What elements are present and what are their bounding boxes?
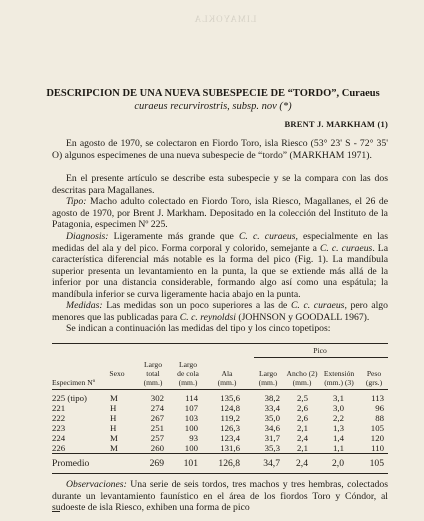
cell-ancho: 2,1 [297, 423, 308, 433]
table-row [52, 443, 388, 453]
average-total: 269 [149, 458, 164, 469]
header-largo-cola: Largo de cola (mm.) [177, 360, 199, 387]
cell-ext: 2,2 [333, 413, 344, 423]
cell-ext: 3,1 [333, 393, 344, 403]
cell-cola: 114 [185, 393, 198, 403]
header-peso: Peso (grs.) [365, 369, 383, 387]
species-name: C. c. curaeus [290, 300, 345, 311]
cell-ancho: 2,6 [297, 403, 308, 413]
cell-ancho: 2,5 [297, 393, 308, 403]
cell-peso: 110 [371, 443, 384, 453]
cell-sexo: M [110, 433, 118, 443]
cell-sexo: M [110, 393, 118, 403]
cell-peso: 113 [371, 393, 384, 403]
title-subspecies: curaeus recurvirostris, subsp. nov (*) [134, 100, 292, 112]
header-pico-group: Pico [313, 346, 327, 355]
paragraph-table-intro: Se indican a continuación las medidas del tipo y los cinco topetipos: [66, 323, 331, 334]
paragraph-medidas [52, 300, 388, 323]
diagnosis-label: Diagnosis: [66, 231, 109, 242]
header-ala: Ala (mm.) [217, 369, 237, 387]
table-row [52, 423, 388, 433]
tipo-text: Macho adulto colectado en Fiordo Toro, isla Riesco, Magallanes, el 26 de agosto de 1970, por Brent J. Markham. Depositado en la colección del Instituto de la Patagonia, especimen Nº 225. [52, 196, 388, 230]
tipo-label: Tipo: [66, 196, 87, 207]
cell-sexo: M [110, 443, 118, 453]
species-name: C. c. curaeus [319, 242, 373, 254]
cell-sexo: H [110, 413, 117, 423]
cell-largo: 34,6 [264, 423, 280, 433]
medidas-text-c: (JOHNSON y GOODALL 1967). [235, 311, 370, 323]
cell-ala: 123,4 [220, 433, 240, 443]
cell-id: 222 [52, 413, 66, 423]
average-pico-ext: 2,0 [332, 458, 344, 469]
cell-sexo: H [110, 423, 117, 433]
cell-cola: 100 [184, 423, 198, 433]
cell-sexo: H [110, 403, 117, 413]
paragraph-observaciones [52, 479, 388, 514]
cell-peso: 96 [375, 403, 384, 413]
paragraph-purpose: En el presente artículo se describe esta subespecie y se la compara con las dos descritas para Magallanes. [52, 173, 388, 196]
cell-largo: 31,7 [264, 433, 280, 443]
cell-ext: 1,1 [333, 443, 344, 453]
diagnosis-text-c: . La característica diferencial más notable es la forma del pico (Fig. 1). La mandíbula superior presenta un levantamiento en la punta, la que se extiende más allá de la inferior por una distancia considerable, formando algo así como una espátula; la mandíbula inferior se curva ligeramente hacia abajo en la punta. [52, 242, 389, 300]
table-row [52, 393, 388, 403]
species-name: C. c. curaeus [238, 231, 296, 242]
cell-total: 302 [150, 393, 164, 403]
cell-id: 224 [52, 433, 66, 443]
medidas-text-a: Las medidas son un poco superiores a las de [102, 300, 291, 311]
cell-ala: 124,8 [220, 403, 240, 413]
header-pico-extension: Extensión (mm.) (3) [323, 369, 355, 387]
species-name: C. c. reynoldsi [179, 311, 236, 323]
cell-largo: 35,0 [264, 413, 280, 423]
header-largo-total: Largo total (mm.) [143, 360, 163, 387]
observaciones-text: Una serie de seis tordos, tres machos y tres hembras, colectados durante un levantamiento faunístico en el área de los fiordos Toro y Cóndor, al sudoeste de isla Riesco, exhiben una forma de pico [52, 479, 388, 513]
cell-ala: 126,3 [220, 423, 240, 433]
header-pico-ancho: Ancho (2) (mm.) [286, 369, 318, 387]
cell-peso: 120 [370, 433, 384, 443]
cell-largo: 33,4 [264, 403, 280, 413]
cell-ala: 135,6 [220, 393, 240, 403]
cell-ala: 119,2 [220, 413, 240, 423]
cell-peso: 105 [370, 423, 384, 433]
cell-ancho: 2,4 [297, 433, 308, 443]
header-bottom-rule [52, 389, 388, 390]
table-average-row [52, 459, 388, 469]
table-top-rule [52, 343, 388, 344]
cell-cola: 100 [184, 443, 198, 453]
average-cola: 101 [183, 458, 198, 469]
average-pico-largo: 34,7 [263, 458, 280, 469]
cell-id: 225 (tipo) [52, 393, 87, 403]
header-pico-largo: Largo (mm.) [258, 369, 278, 387]
table-bottom-rule [52, 473, 388, 474]
article-title [38, 88, 388, 113]
cell-cola: 103 [184, 413, 198, 423]
cell-total: 260 [150, 443, 164, 453]
cell-cola: 107 [184, 403, 198, 413]
paragraph-intro: En agosto de 1970, se colectaron en Fiordo Toro, isla Riesco (53° 23' S - 72° 35' O) algunos especimenes de una nueva subespecie de “tordo” (MARKHAM 1971). [52, 138, 388, 161]
average-pico-ancho: 2,4 [296, 458, 308, 469]
cell-id: 223 [52, 423, 66, 433]
reverse-side-bleed-through: LIMAYOKLA [193, 14, 257, 24]
cell-id: 226 [52, 443, 66, 453]
cell-total: 257 [150, 433, 164, 443]
diagnosis-text-b: , especialmente en las medidas del ala y del pico. Forma corporal y colorido, semejante a [52, 231, 388, 254]
cell-ancho: 2,6 [297, 413, 308, 423]
cell-cola: 93 [189, 433, 198, 443]
cell-peso: 88 [375, 413, 384, 423]
average-peso: 105 [369, 458, 384, 469]
cell-total: 274 [150, 403, 164, 413]
author-line: BRENT J. MARKHAM (1) [284, 119, 388, 129]
cell-total: 251 [150, 423, 164, 433]
header-sexo: Sexo [109, 369, 125, 378]
diagnosis-text-a: Ligeramente más grande que [108, 231, 239, 242]
table-row [52, 413, 388, 423]
medidas-text-b: , pero algo menores que las publicadas para [52, 300, 388, 323]
cell-ext: 3,0 [333, 403, 344, 413]
average-label: Promedio [52, 458, 90, 469]
header-especimen: Especimen Nº [52, 378, 96, 387]
observaciones-label: Observaciones: [66, 479, 127, 490]
footnote-separator [52, 511, 388, 521]
paragraph-diagnosis [52, 231, 388, 300]
cell-id: 221 [52, 403, 66, 413]
cell-ext: 1,3 [333, 423, 344, 433]
pico-group-rule [254, 357, 388, 358]
cell-largo: 35,3 [264, 443, 280, 453]
cell-total: 267 [150, 413, 164, 423]
table-row [52, 403, 388, 413]
average-ala: 126,8 [218, 458, 240, 469]
table-row [52, 433, 388, 443]
cell-ext: 1,4 [333, 433, 344, 443]
cell-ancho: 2,1 [297, 443, 308, 453]
paragraph-tipo [52, 196, 388, 231]
medidas-label: Medidas: [66, 300, 103, 311]
cell-ala: 131,6 [220, 443, 240, 453]
title-main: DESCRIPCION DE UNA NUEVA SUBESPECIE DE “TORDO”, Curaeus [46, 88, 380, 99]
cell-largo: 38,2 [264, 393, 280, 403]
body-bottom-rule [52, 453, 388, 454]
